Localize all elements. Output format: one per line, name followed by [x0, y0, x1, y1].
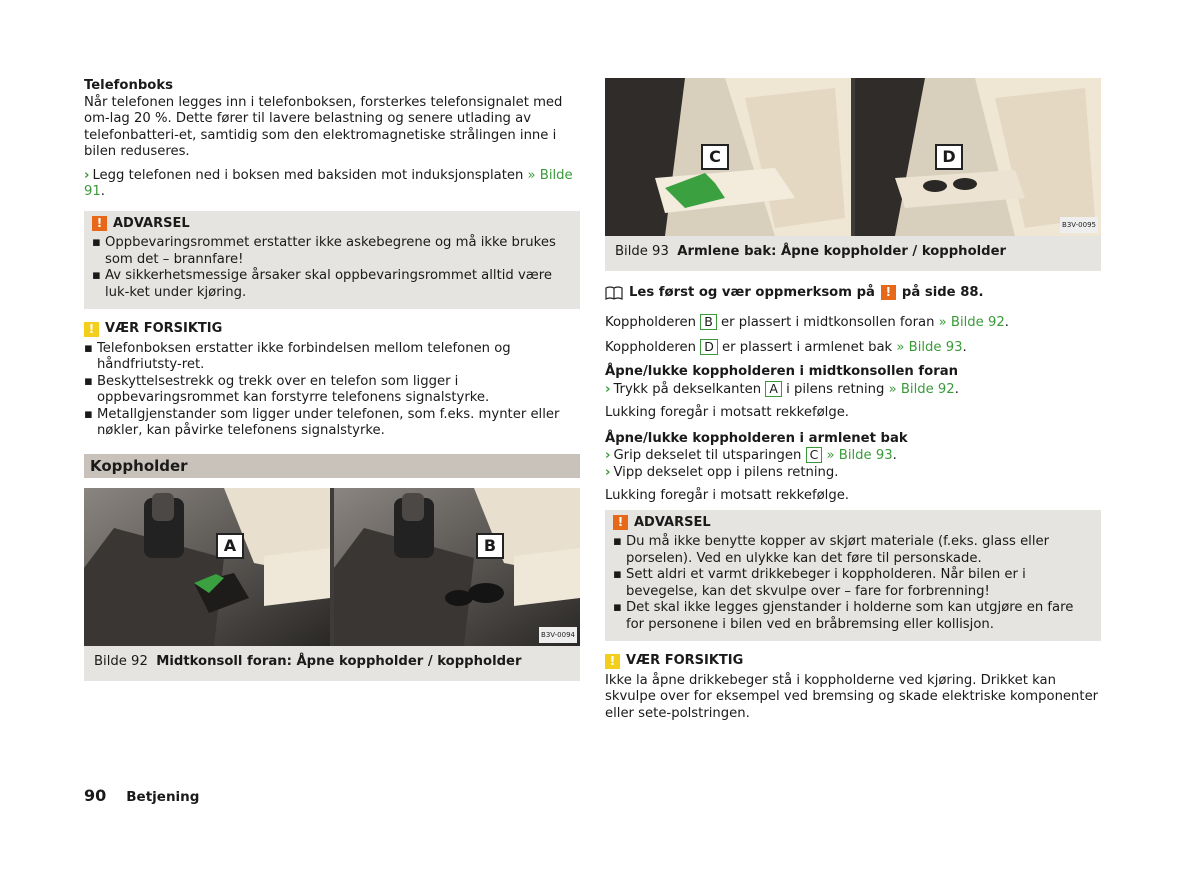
- photo-armrest-holder: [855, 78, 1101, 236]
- list-item: ▪ Av sikkerhetsmessige årsaker skal oppbevaringsrommet alltid være luk-ket under kjøring.: [92, 268, 552, 300]
- caution-header: ! VÆR FORSIKTIG: [605, 653, 1101, 670]
- label-box-c: C: [806, 447, 823, 463]
- list-item: ▪ Telefonboksen erstatter ikke forbindelsen mellom telefonen og håndfriutsty-ret.: [84, 340, 511, 372]
- label-c: C: [701, 144, 729, 170]
- label-b: B: [476, 533, 504, 559]
- step-rear-1: › Grip dekselet til utsparingen C » Bilde 93.: [605, 447, 897, 463]
- warning-header: ! ADVARSEL: [92, 216, 572, 233]
- caution-icon: !: [84, 322, 99, 337]
- label-box-a: A: [765, 381, 782, 397]
- list-item: ▪ Det skal ikke legges gjenstander i holderne som kan utgjøre en fare for personene i bilen ved en bråbremsing eller kollisjon.: [613, 600, 1074, 632]
- heading-front: Åpne/lukke koppholderen i midtkonsollen foran: [605, 364, 959, 379]
- section-label: Betjening: [126, 789, 200, 805]
- closing-note-2: Lukking foregår i motsatt rekkefølge.: [605, 488, 849, 503]
- warning-icon: !: [881, 285, 896, 300]
- read-first-note: Les først og vær oppmerksom på ! på side 88.: [605, 285, 1101, 302]
- koppholder-b-line: Koppholderen B er plassert i midtkonsollen foran » Bilde 92.: [605, 314, 1009, 330]
- list-item: ▪ Oppbevaringsrommet erstatter ikke askebegrene og må ikke brukes som det – brannfare!: [92, 235, 556, 267]
- warning-box-2: [605, 510, 1101, 642]
- heading-rear: Åpne/lukke koppholderen i armlenet bak: [605, 430, 908, 446]
- figure-92: [84, 488, 580, 646]
- warning-box-1: [84, 211, 580, 310]
- list-item: ▪ Beskyttelsestrekk og trekk over en telefon som ligger i oppbevaringsrommet kan forstyrre telefonens signalstyrke.: [84, 373, 490, 405]
- section-koppholder: Koppholder: [84, 454, 580, 479]
- step-front: › Trykk på dekselkanten A i pilens retning » Bilde 92.: [605, 380, 959, 397]
- warning-icon: !: [613, 515, 628, 530]
- step-arrow-icon: ›: [605, 381, 611, 397]
- caution-block-2: [605, 653, 1101, 722]
- closing-note-1: Lukking foregår i motsatt rekkefølge.: [605, 405, 849, 420]
- label-box-d: D: [700, 339, 718, 355]
- figure-code: B3V-0094: [539, 627, 577, 644]
- telefonboks-paragraph: Når telefonen legges inn i telefonboksen, forsterkes telefonsignalet med om-lag 20 %. Dette fører til lavere belastning og senere utlading av telefonbatteri-et, samtidig som den elektromagnetiske strålingen inne i bilen reduseres.: [84, 94, 563, 159]
- bilde-92-link[interactable]: » Bilde 92: [888, 381, 955, 397]
- list-item: ▪ Sett aldri et varmt drikkebeger i koppholderen. Når bilen er i bevegelse, kan det skvulpe over – fare for forbrenning!: [613, 567, 1026, 599]
- warning-header: ! ADVARSEL: [613, 515, 1093, 532]
- figure-93-caption: Bilde 93 Armlene bak: Åpne koppholder / koppholder: [605, 236, 1101, 271]
- book-icon: [605, 286, 623, 300]
- step-arrow-icon: ›: [84, 167, 90, 183]
- figure-93: [605, 78, 1101, 236]
- list-item: ▪ Du må ikke benytte kopper av skjørt materiale (f.eks. glass eller porselen). Ved en ulykke kan det føre til personskade.: [613, 534, 1050, 566]
- right-column: [605, 78, 1101, 722]
- koppholder-d-line: Koppholderen D er plassert i armlenet bak » Bilde 93.: [605, 338, 967, 355]
- left-column: [84, 78, 580, 681]
- step-arrow-icon: ›: [605, 464, 611, 480]
- photo-console-holder: [334, 488, 580, 646]
- telefonboks-step: › Legg telefonen ned i boksen med baksiden mot induksjonsplaten » Bilde 91.: [84, 167, 573, 199]
- warning-icon: !: [92, 216, 107, 231]
- bilde-91-link[interactable]: » Bilde 91: [84, 167, 573, 199]
- bilde-92-link[interactable]: » Bilde 92: [938, 315, 1005, 330]
- label-box-b: B: [700, 314, 717, 330]
- list-item: ▪ Metallgjenstander som ligger under telefonen, som f.eks. mynter eller nøkler, kan påvirke telefonens signalstyrke.: [84, 406, 560, 438]
- figure-92-caption: Bilde 92 Midtkonsoll foran: Åpne koppholder / koppholder: [84, 646, 580, 681]
- caution-text: Ikke la åpne drikkebeger stå i koppholderne ved kjøring. Drikket kan skvulpe over for eksempel ved bremsing og skade elektriske komponenter eller sete-polstringen.: [605, 672, 1099, 721]
- step-rear-2: › Vipp dekselet opp i pilens retning.: [605, 464, 839, 480]
- step-arrow-icon: ›: [605, 448, 611, 463]
- telefonboks-title: Telefonboks: [84, 78, 173, 93]
- label-a: A: [216, 533, 244, 559]
- page-footer: [84, 788, 199, 806]
- bilde-93-link[interactable]: » Bilde 93: [826, 448, 893, 463]
- label-d: D: [935, 144, 963, 170]
- page-number: 90: [84, 786, 107, 805]
- caution-icon: !: [605, 654, 620, 669]
- caution-header: ! VÆR FORSIKTIG: [84, 321, 580, 338]
- photo-console-open: [84, 488, 330, 646]
- figure-code: B3V-0095: [1060, 217, 1098, 234]
- caution-block-1: [84, 321, 580, 440]
- photo-armrest-closed: [605, 78, 851, 236]
- bilde-93-link[interactable]: » Bilde 93: [896, 339, 963, 355]
